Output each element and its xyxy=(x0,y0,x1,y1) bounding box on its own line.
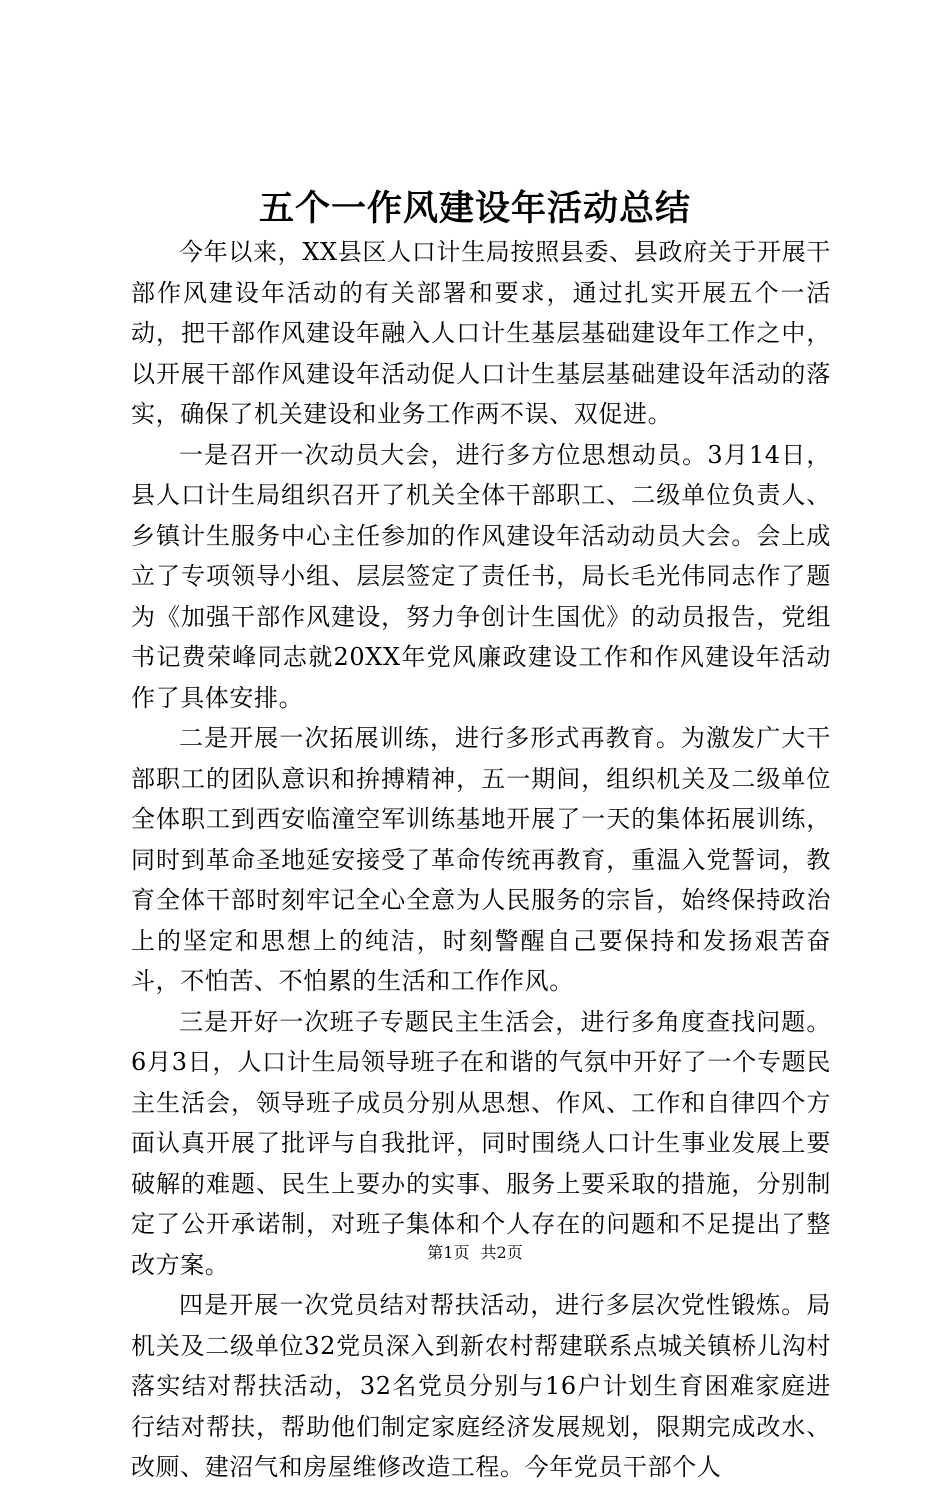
page-number: 第1页 xyxy=(427,1243,470,1262)
paragraph-item-3: 三是开好一次班子专题民主生活会，进行多角度查找问题。6月3日，人口计生局领导班子在和谐的气氛中开好了一个专题民主生活会，领导班子成员分别从思想、作风、工作和自律四个方面认真开展了批评与自我批评，同时围绕人口计生事业发展上要破解的难题、民生上要办的实事、服务上要采取的措施，分别制定了公开承诺制，对班子集体和个人存在的问题和不足提出了整改方案。 xyxy=(131,1007,831,1279)
paragraph-item-2: 二是开展一次拓展训练，进行多形式再教育。为激发广大干部职工的团队意识和拚搏精神，五一期间，组织机关及二级单位全体职工到西安临潼空军训练基地开展了一天的集体拓展训练，同时到革命圣地延安接受了革命传统再教育，重温入党誓词，教育全体干部时刻牢记全心全意为人民服务的宗旨，始终保持政治上的坚定和思想上的纯洁，时刻警醒自己要保持和发扬艰苦奋斗，不怕苦、不怕累的生活和工作作风。 xyxy=(131,724,831,995)
page-footer xyxy=(0,1242,950,1264)
total-pages: 共2页 xyxy=(480,1243,523,1262)
paragraph-item-4: 四是开展一次党员结对帮扶活动，进行多层次党性锻炼。局机关及二级单位32党员深入到新农村帮建联系点城关镇桥儿沟村落实结对帮扶活动，32名党员分别与16户计划生育困难家庭进行结对帮扶，帮助他们制定家庭经济发展规划，限期完成改水、改厕、建沼气和房屋维修改造工程。今年党员干部个人 xyxy=(131,1291,831,1481)
paragraph-item-1: 一是召开一次动员大会，进行多方位思想动员。3月14日，县人口计生局组织召开了机关全体干部职工、二级单位负责人、乡镇计生服务中心主任参加的作风建设年活动动员大会。会上成立了专项领导小组、层层签定了责任书，局长毛光伟同志作了题为《加强干部作风建设，努力争创计生国优》的动员报告，党组书记费荣峰同志就20XX年党风廉政建设工作和作风建设年活动作了具体安排。 xyxy=(131,440,831,712)
document-body xyxy=(131,232,831,1488)
document-title: 五个一作风建设年活动总结 xyxy=(258,188,691,229)
paragraph-intro: 今年以来，XX县区人口计生局按照县委、县政府关于开展干部作风建设年活动的有关部署和要求，通过扎实开展五个一活动，把干部作风建设年融入人口计生基层基础建设年工作之中，以开展干部作风建设年活动促人口计生基层基础建设年活动的落实，确保了机关建设和业务工作两不误、双促进。 xyxy=(131,238,831,428)
